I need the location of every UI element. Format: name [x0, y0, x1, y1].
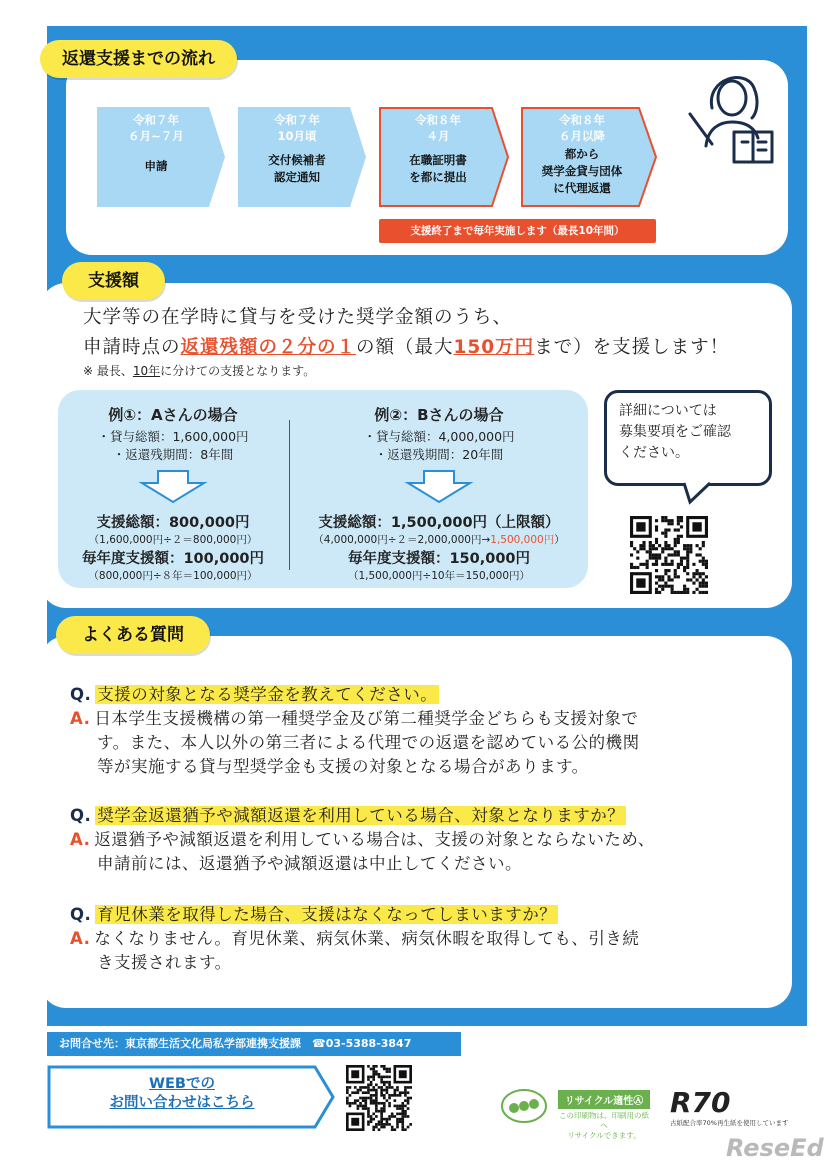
step-4-desc: 都から 奨学金貸与団体 に代理返還	[541, 147, 623, 195]
bubble-tail	[680, 482, 720, 506]
step-1-date: 令和７年 ６月~７月	[128, 113, 184, 143]
faq-item-3: Q. 育児休業を取得した場合、支援はなくなってしまいますか？ A. なくなりません。育児休業、病気休業、病気休暇を取得しても、引き続 き支援されます。	[70, 905, 640, 972]
faq-answer-1: 日本学生支援機構の第一種奨学金及び第二種奨学金どちらも支援対象で	[94, 709, 639, 728]
amount-note: ※ 最長、10年に分けての支援となります。	[83, 364, 316, 378]
example-1-yearly-calc: （800,000円÷８年＝100,000円）	[88, 570, 258, 582]
faq-question-2: 奨学金返還猶予や減額返還を利用している場合、対象となりますか？	[97, 806, 625, 825]
qr-code-inquiry[interactable]	[346, 1065, 412, 1131]
qr-code-guidelines[interactable]	[630, 516, 708, 594]
example-2-total-calc: （4,000,000円÷２＝2,000,000円→1,500,000円）	[313, 534, 565, 546]
example-2-period: ・返還残期間：20年間	[374, 447, 504, 462]
step-2-desc: 交付候補者 認定通知	[268, 153, 326, 184]
amount-line-1: 大学等の在学時に貸与を受けた奨学金額のうち、	[83, 307, 513, 328]
step-3-date: 令和８年 ４月	[415, 113, 461, 143]
example-2-loan: ・貸与総額：4,000,000円	[363, 429, 515, 444]
flow-section-tag: 返還支援までの流れ	[40, 40, 237, 78]
faq-answer-3: なくなりません。育児休業、病気休業、病気休暇を取得しても、引き続	[94, 929, 640, 948]
amount-line-2: 申請時点の返還残額の２分の１の額（最大150万円まで）を支援します！	[83, 337, 730, 358]
faq-item-2: Q. 奨学金返還猶予や減額返還を利用している場合、対象となりますか？ A. 返還猶予や減額返還を利用している場合は、支援の対象とならないため、 申請前には、返還猶予や減額返還は中止してください。	[70, 806, 655, 873]
example-1-title: 例①：Aさんの場合	[108, 406, 238, 424]
examples-divider	[289, 420, 290, 570]
example-2-yearly: 毎年度支援額：150,000円	[347, 551, 531, 567]
recycle-logo: リサイクル適性Ⓐ この印刷物は、印刷用の紙へ リサイクルできます。	[558, 1090, 650, 1141]
repeat-note: 支援終了まで毎年実施します（最長10年間）	[379, 219, 656, 243]
web-inquiry-link[interactable]: WEBでの お問い合わせはこちら	[109, 1076, 255, 1111]
step-3-desc: 在職証明書 を都に提出	[409, 153, 467, 184]
faq-section-tag: よくある質問	[56, 616, 210, 654]
example-1-total: 支援総額：800,000円	[96, 515, 250, 531]
details-bubble: 詳細については 募集要項をご確認 ください。	[604, 390, 772, 486]
example-1-yearly: 毎年度支援額：100,000円	[81, 551, 265, 567]
example-2-yearly-calc: （1,500,000円÷10年＝150,000円）	[347, 570, 531, 582]
edamame-logo-icon	[500, 1088, 548, 1124]
example-2-title: 例②：Bさんの場合	[374, 406, 504, 424]
down-arrow-icon	[138, 469, 208, 505]
faq-question-1: 支援の対象となる奨学金を教えてください。	[97, 685, 438, 704]
amount-section-tag: 支援額	[62, 262, 165, 300]
example-1	[62, 404, 284, 583]
example-2	[296, 404, 582, 583]
example-1-period: ・返還残期間：8年間	[112, 447, 234, 462]
faq-answer-2: 返還猶予や減額返還を利用している場合は、支援の対象とならないため、	[94, 830, 655, 849]
presenter-illustration	[686, 68, 782, 168]
example-1-loan: ・貸与総額：1,600,000円	[97, 429, 249, 444]
faq-item-1: Q. 支援の対象となる奨学金を教えてください。 A. 日本学生支援機構の第一種奨学金及び第二種奨学金どちらも支援対象で す。また、本人以外の第三者による代理での返還を認めている公的機関 等が実施する貸与型奨学金も支援の対象となる場合があります。	[70, 685, 640, 776]
faq-question-3: 育児休業を取得した場合、支援はなくなってしまいますか？	[97, 905, 557, 924]
watermark: ReseEd	[726, 1134, 824, 1162]
down-arrow-icon	[404, 469, 474, 505]
step-4-date: 令和８年 ６月以降	[559, 113, 605, 143]
example-1-total-calc: （1,600,000円÷２＝800,000円）	[88, 534, 258, 546]
step-2-date: 令和７年 10月頃	[274, 113, 320, 143]
step-1-desc: 申請	[144, 159, 168, 173]
contact-info: お問合せ先：東京都生活文化局私学部連携支援課 ☎03-5388-3847	[47, 1032, 461, 1056]
example-2-total: 支援総額：1,500,000円（上限額）	[318, 515, 560, 531]
r70-logo: R70 古紙配合率70%再生紙を使用しています	[670, 1086, 789, 1127]
